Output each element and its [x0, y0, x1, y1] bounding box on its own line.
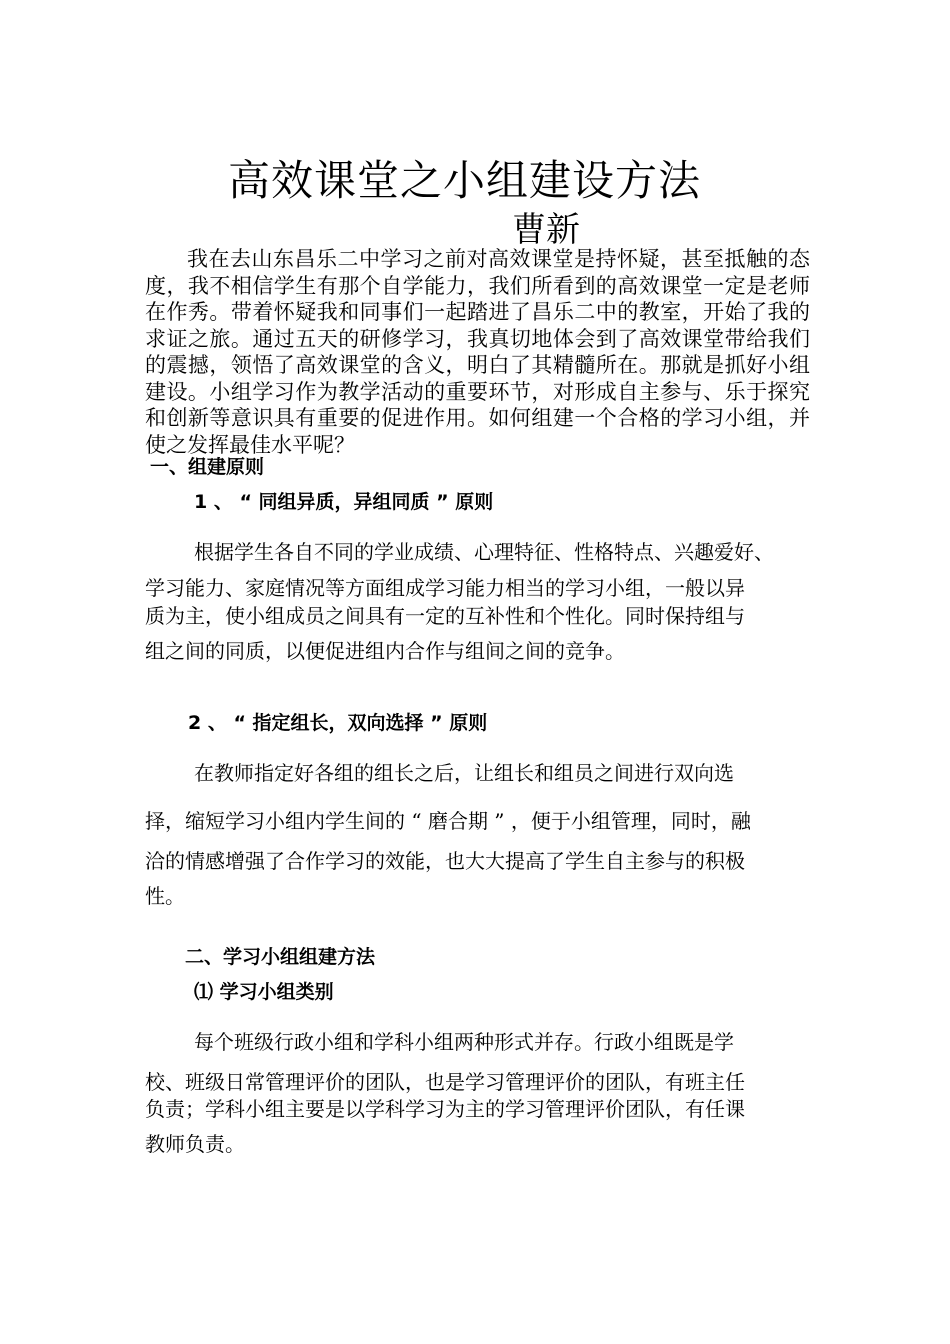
principle-1-line: 根据学生各自不同的学业成绩、心理特征、性格特点、兴趣爱好、	[194, 540, 774, 564]
principle-1-heading: 1 、 “ 同组异质，异组同质 ” 原则	[194, 491, 494, 513]
principle-2-line: 在教师指定好各组的组长之后，让组长和组员之间进行双向选	[194, 761, 734, 785]
section-heading-methods: 二、学习小组组建方法	[185, 946, 376, 968]
author-name: 曹新	[512, 210, 580, 250]
principle-2-line: 择，缩短学习小组内学生间的 “ 磨合期 ” ，便于小组管理，同时，融	[145, 809, 751, 833]
categories-line: 教师负责。	[145, 1132, 245, 1156]
section-heading-principles: 一、组建原则	[150, 456, 265, 478]
document-title: 高效课堂之小组建设方法	[228, 156, 702, 205]
categories-line: 负责；学科小组主要是以学科学习为主的学习管理评价团队，有任课	[145, 1097, 745, 1121]
intro-paragraph: 我在去山东昌乐二中学习之前对高效课堂是持怀疑，甚至抵触的态度，我不相信学生有那个自学能力，我们所看到的高效课堂一定是老师在作秀。带着怀疑我和同事们一起踏进了昌乐二中的教室，开始了我的求证之旅。通过五天的研修学习，我真切地体会到了高效课堂带给我们的震撼，领悟了高效课堂的含义，明白了其精髓所在。那就是抓好小组建设。小组学习作为教学活动的重要环节，对形成自主参与、乐于探究和创新等意识具有重要的促进作用。如何组建一个合格的学习小组，并使之发挥最佳水平呢？	[145, 247, 810, 457]
principle-2-line: 洽的情感增强了合作学习的效能，也大大提高了学生自主参与的积极	[145, 849, 745, 873]
principle-1-line: 学习能力、家庭情况等方面组成学习能力相当的学习小组，一般以异	[145, 576, 745, 600]
principle-1-line: 组之间的同质，以便促进组内合作与组间之间的竞争。	[145, 639, 625, 663]
subsection-heading-categories: ⑴ 学习小组类别	[194, 981, 334, 1003]
categories-line: 校、班级日常管理评价的团队，也是学习管理评价的团队，有班主任	[145, 1070, 745, 1094]
principle-2-line: 性。	[145, 884, 185, 908]
principle-2-heading: 2 、 “ 指定组长，双向选择 ” 原则	[188, 712, 488, 734]
categories-line: 每个班级行政小组和学科小组两种形式并存。行政小组既是学	[194, 1030, 734, 1054]
principle-1-line: 质为主，使小组成员之间具有一定的互补性和个性化。同时保持组与	[145, 604, 745, 628]
